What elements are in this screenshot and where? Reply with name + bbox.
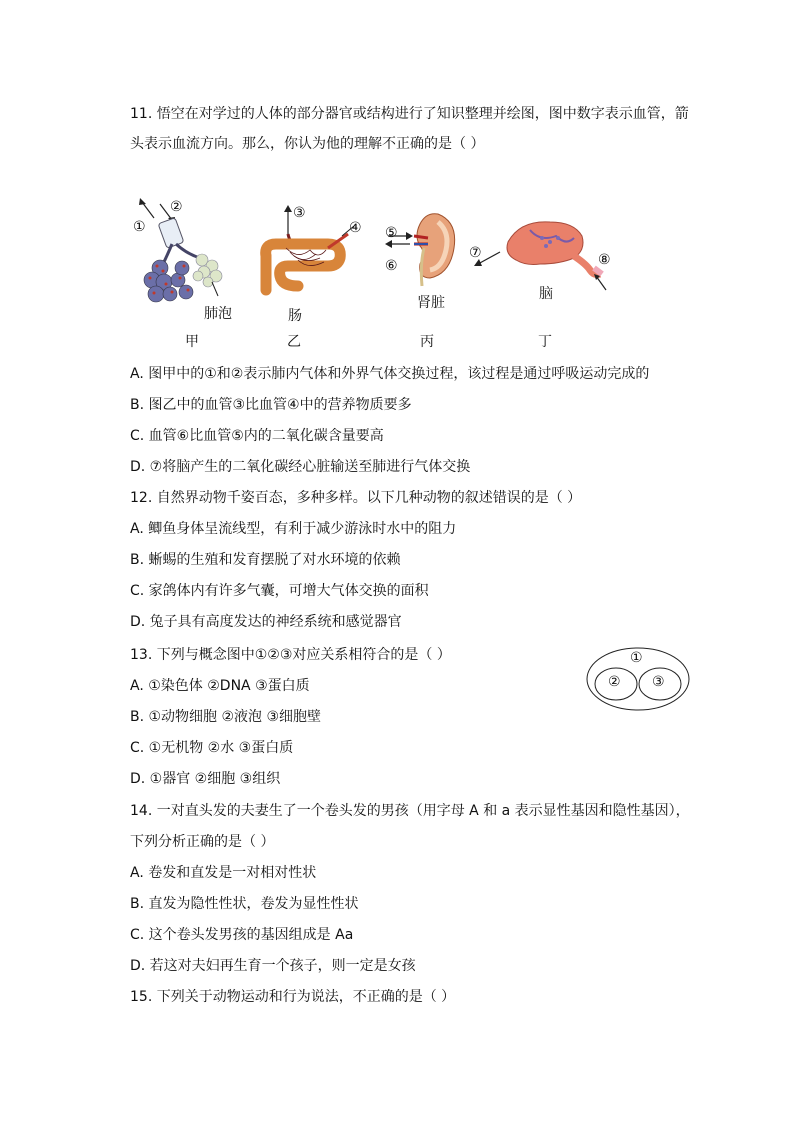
q14-option-d: D. 若这对夫妇再生育一个孩子，则一定是女孩 — [130, 958, 416, 974]
q11-stem-line2: 头表示血流方向。那么，你认为他的理解不正确的是（ ） — [130, 136, 485, 152]
label-7: ⑦ — [469, 245, 482, 261]
diagram-label-2: ② — [608, 674, 621, 690]
q13-option-a: A. ①染色体 ②DNA ③蛋白质 — [130, 678, 310, 694]
label-3: ③ — [293, 205, 306, 221]
lung-alveolus-figure — [132, 196, 242, 316]
q12-stem: 12. 自然界动物千姿百态，多种多样。以下几种动物的叙述错误的是（ ） — [130, 490, 582, 506]
label-brain: 脑 — [539, 286, 553, 302]
kidney-figure — [380, 208, 460, 288]
q14-option-a: A. 卷发和直发是一对相对性状 — [130, 865, 317, 881]
diagram-label-1: ① — [630, 650, 643, 666]
label-intestine: 肠 — [288, 308, 302, 324]
label-1: ① — [133, 219, 146, 235]
caption-jia: 甲 — [185, 334, 199, 350]
q13-option-c: C. ①无机物 ②水 ③蛋白质 — [130, 740, 294, 756]
q11-option-b: B. 图乙中的血管③比血管④中的营养物质要多 — [130, 397, 412, 413]
arrow-1 — [142, 202, 154, 218]
label-4: ④ — [349, 220, 362, 236]
label-5: ⑤ — [385, 225, 398, 241]
q14-option-c: C. 这个卷头发男孩的基因组成是 Aa — [130, 927, 354, 943]
q14-stem-line1: 14. 一对直头发的夫妻生了一个卷头发的男孩（用字母 A 和 a 表示显性基因和隐性基因）， — [130, 803, 690, 819]
diagram-label-3: ③ — [652, 674, 665, 690]
q14-stem-line2: 下列分析正确的是（ ） — [130, 834, 275, 850]
intestine-figure — [258, 204, 368, 304]
label-alveolus: 肺泡 — [204, 306, 232, 322]
q13-option-b: B. ①动物细胞 ②液泡 ③细胞壁 — [130, 709, 322, 725]
q13-stem: 13. 下列与概念图中①②③对应关系相符合的是（ ） — [130, 647, 451, 663]
q12-option-d: D. 兔子具有高度发达的神经系统和感觉器官 — [130, 614, 402, 630]
q12-option-b: B. 蜥蜴的生殖和发育摆脱了对水环境的依赖 — [130, 552, 401, 568]
q13-option-d: D. ①器官 ②细胞 ③组织 — [130, 771, 281, 787]
q12-option-c: C. 家鸽体内有许多气囊，可增大气体交换的面积 — [130, 583, 429, 599]
label-8: ⑧ — [598, 252, 611, 268]
caption-yi: 乙 — [287, 334, 301, 350]
caption-bing: 丙 — [420, 334, 434, 350]
q11-stem-line1: 11. 悟空在对学过的人体的部分器官或结构进行了知识整理并绘图，图中数字表示血管，箭 — [130, 106, 689, 122]
q14-option-b: B. 直发为隐性性状，卷发为显性性状 — [130, 896, 359, 912]
caption-ding: 丁 — [538, 334, 552, 350]
label-2: ② — [170, 199, 183, 215]
q11-option-c: C. 血管⑥比血管⑤内的二氧化碳含量要高 — [130, 428, 384, 444]
label-6: ⑥ — [385, 258, 398, 274]
label-kidney: 肾脏 — [417, 295, 445, 311]
q11-option-a: A. 图甲中的①和②表示肺内气体和外界气体交换过程，该过程是通过呼吸运动完成的 — [130, 366, 650, 382]
q15-stem: 15. 下列关于动物运动和行为说法，不正确的是（ ） — [130, 989, 456, 1005]
q11-option-d: D. ⑦将脑产生的二氧化碳经心脏输送至肺进行气体交换 — [130, 459, 471, 475]
q12-option-a: A. 鲫鱼身体呈流线型，有利于减少游泳时水中的阻力 — [130, 521, 457, 537]
